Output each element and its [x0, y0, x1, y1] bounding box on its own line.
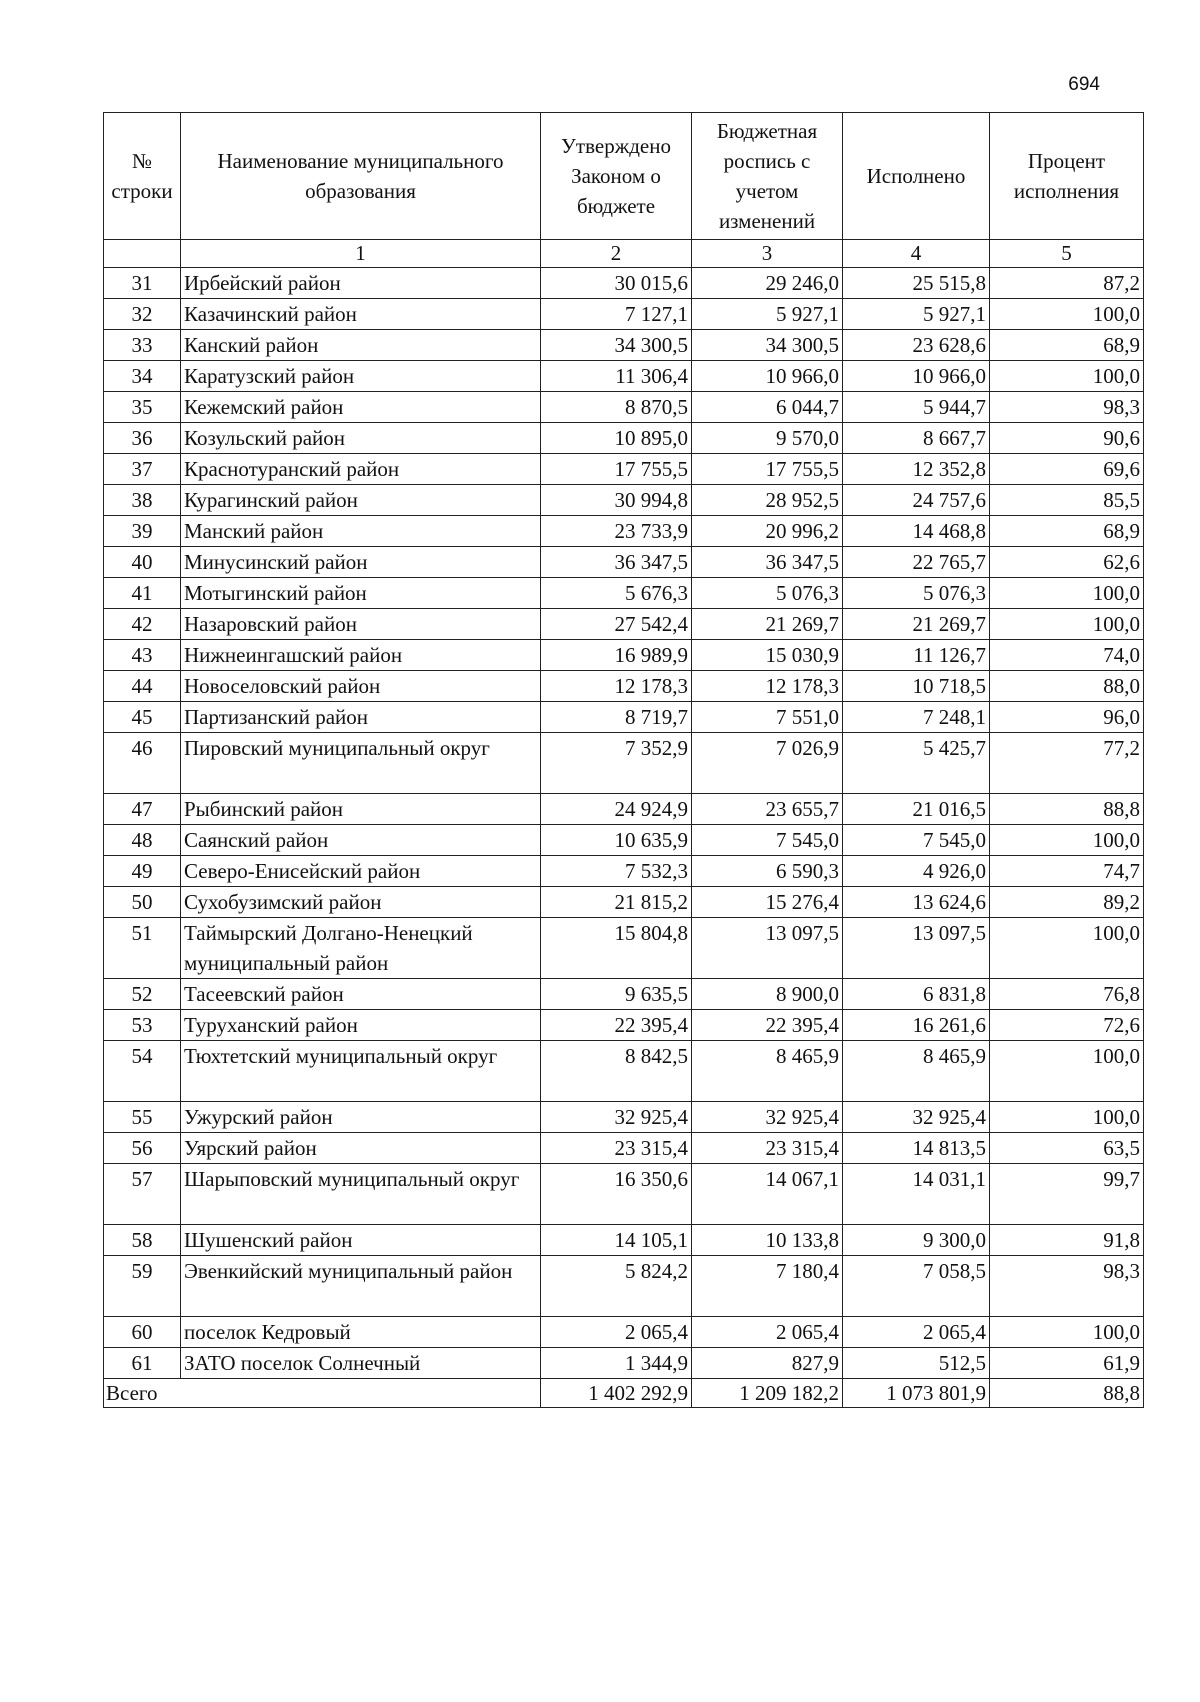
table-row	[104, 856, 1144, 887]
executed-value: 14 031,1	[843, 1164, 990, 1225]
table-row	[104, 1133, 1144, 1164]
table-row	[104, 578, 1144, 609]
approved-value: 10 895,0	[541, 423, 692, 454]
approved-value: 27 542,4	[541, 609, 692, 640]
budget-value: 34 300,5	[692, 330, 843, 361]
approved-value: 8 842,5	[541, 1041, 692, 1102]
percent-value: 74,0	[990, 640, 1144, 671]
executed-value: 12 352,8	[843, 454, 990, 485]
percent-value: 100,0	[990, 1041, 1144, 1102]
percent-value: 91,8	[990, 1225, 1144, 1256]
budget-value: 17 755,5	[692, 454, 843, 485]
percent-value: 100,0	[990, 299, 1144, 330]
table-row	[104, 825, 1144, 856]
row-number: 50	[104, 887, 181, 918]
row-number: 41	[104, 578, 181, 609]
executed-value: 10 718,5	[843, 671, 990, 702]
budget-value: 8 900,0	[692, 979, 843, 1010]
percent-value: 96,0	[990, 702, 1144, 733]
executed-value: 13 624,6	[843, 887, 990, 918]
row-number: 56	[104, 1133, 181, 1164]
executed-value: 512,5	[843, 1348, 990, 1379]
executed-value: 13 097,5	[843, 918, 990, 979]
budget-value: 9 570,0	[692, 423, 843, 454]
row-number: 42	[104, 609, 181, 640]
percent-value: 69,6	[990, 454, 1144, 485]
municipality-name: поселок Кедровый	[181, 1317, 541, 1348]
table-row	[104, 1225, 1144, 1256]
row-number: 48	[104, 825, 181, 856]
executed-value: 32 925,4	[843, 1102, 990, 1133]
row-number: 61	[104, 1348, 181, 1379]
table-row	[104, 423, 1144, 454]
approved-value: 23 315,4	[541, 1133, 692, 1164]
budget-value: 7 180,4	[692, 1256, 843, 1317]
percent-value: 100,0	[990, 361, 1144, 392]
budget-value: 29 246,0	[692, 268, 843, 299]
approved-value: 7 532,3	[541, 856, 692, 887]
municipality-name: Краснотуранский район	[181, 454, 541, 485]
municipality-name: Тасеевский район	[181, 979, 541, 1010]
approved-value: 34 300,5	[541, 330, 692, 361]
executed-value: 7 545,0	[843, 825, 990, 856]
executed-value: 24 757,6	[843, 485, 990, 516]
percent-value: 100,0	[990, 918, 1144, 979]
column-index: 3	[692, 240, 843, 268]
table-row	[104, 887, 1144, 918]
percent-value: 98,3	[990, 1256, 1144, 1317]
budget-value: 15 276,4	[692, 887, 843, 918]
column-index	[104, 240, 181, 268]
percent-value: 100,0	[990, 1317, 1144, 1348]
budget-execution-table	[103, 112, 1144, 1408]
total-budget: 1 209 182,2	[692, 1379, 843, 1408]
percent-value: 72,6	[990, 1010, 1144, 1041]
percent-value: 68,9	[990, 330, 1144, 361]
table-row	[104, 330, 1144, 361]
approved-value: 8 870,5	[541, 392, 692, 423]
approved-value: 14 105,1	[541, 1225, 692, 1256]
municipality-name: Эвенкийский муниципальный район	[181, 1256, 541, 1317]
budget-value: 21 269,7	[692, 609, 843, 640]
row-number: 52	[104, 979, 181, 1010]
row-number: 55	[104, 1102, 181, 1133]
percent-value: 89,2	[990, 887, 1144, 918]
table-row	[104, 671, 1144, 702]
municipality-name: Шарыповский муниципальный округ	[181, 1164, 541, 1225]
header-row	[104, 113, 1144, 240]
column-index: 2	[541, 240, 692, 268]
table-row	[104, 609, 1144, 640]
municipality-name: Назаровский район	[181, 609, 541, 640]
executed-value: 7 058,5	[843, 1256, 990, 1317]
approved-value: 30 015,6	[541, 268, 692, 299]
percent-value: 63,5	[990, 1133, 1144, 1164]
approved-value: 24 924,9	[541, 794, 692, 825]
table-row	[104, 794, 1144, 825]
table-row	[104, 1348, 1144, 1379]
row-number: 60	[104, 1317, 181, 1348]
executed-value: 10 966,0	[843, 361, 990, 392]
row-number: 31	[104, 268, 181, 299]
header-municipality-name: Наименование муниципального образования	[181, 113, 541, 240]
row-number: 35	[104, 392, 181, 423]
municipality-name: Нижнеингашский район	[181, 640, 541, 671]
row-number: 58	[104, 1225, 181, 1256]
approved-value: 21 815,2	[541, 887, 692, 918]
approved-value: 2 065,4	[541, 1317, 692, 1348]
executed-value: 9 300,0	[843, 1225, 990, 1256]
percent-value: 87,2	[990, 268, 1144, 299]
budget-value: 23 655,7	[692, 794, 843, 825]
percent-value: 98,3	[990, 392, 1144, 423]
municipality-name: Рыбинский район	[181, 794, 541, 825]
percent-value: 100,0	[990, 609, 1144, 640]
table-row	[104, 1164, 1144, 1225]
executed-value: 2 065,4	[843, 1317, 990, 1348]
total-approved: 1 402 292,9	[541, 1379, 692, 1408]
row-number: 32	[104, 299, 181, 330]
budget-value: 5 927,1	[692, 299, 843, 330]
percent-value: 76,8	[990, 979, 1144, 1010]
approved-value: 22 395,4	[541, 1010, 692, 1041]
table-row	[104, 702, 1144, 733]
budget-value: 28 952,5	[692, 485, 843, 516]
row-number: 34	[104, 361, 181, 392]
municipality-name: Курагинский район	[181, 485, 541, 516]
column-index-row	[104, 240, 1144, 268]
percent-value: 100,0	[990, 578, 1144, 609]
executed-value: 21 016,5	[843, 794, 990, 825]
municipality-name: Шушенский район	[181, 1225, 541, 1256]
row-number: 43	[104, 640, 181, 671]
municipality-name: Минусинский район	[181, 547, 541, 578]
approved-value: 16 350,6	[541, 1164, 692, 1225]
row-number: 44	[104, 671, 181, 702]
budget-value: 22 395,4	[692, 1010, 843, 1041]
executed-value: 5 425,7	[843, 733, 990, 794]
budget-value: 7 545,0	[692, 825, 843, 856]
executed-value: 7 248,1	[843, 702, 990, 733]
approved-value: 8 719,7	[541, 702, 692, 733]
budget-value: 8 465,9	[692, 1041, 843, 1102]
municipality-name: Северо-Енисейский район	[181, 856, 541, 887]
table-row	[104, 454, 1144, 485]
row-number: 53	[104, 1010, 181, 1041]
approved-value: 16 989,9	[541, 640, 692, 671]
budget-value: 20 996,2	[692, 516, 843, 547]
executed-value: 8 667,7	[843, 423, 990, 454]
approved-value: 11 306,4	[541, 361, 692, 392]
municipality-name: Новоселовский район	[181, 671, 541, 702]
row-number: 46	[104, 733, 181, 794]
executed-value: 8 465,9	[843, 1041, 990, 1102]
executed-value: 16 261,6	[843, 1010, 990, 1041]
table-row	[104, 392, 1144, 423]
approved-value: 17 755,5	[541, 454, 692, 485]
percent-value: 85,5	[990, 485, 1144, 516]
budget-value: 36 347,5	[692, 547, 843, 578]
table-body	[104, 268, 1144, 1379]
percent-value: 88,0	[990, 671, 1144, 702]
executed-value: 6 831,8	[843, 979, 990, 1010]
municipality-name: Ирбейский район	[181, 268, 541, 299]
approved-value: 23 733,9	[541, 516, 692, 547]
budget-value: 23 315,4	[692, 1133, 843, 1164]
budget-value: 32 925,4	[692, 1102, 843, 1133]
percent-value: 77,2	[990, 733, 1144, 794]
budget-value: 7 026,9	[692, 733, 843, 794]
approved-value: 32 925,4	[541, 1102, 692, 1133]
percent-value: 61,9	[990, 1348, 1144, 1379]
header-approved: Утверждено Законом о бюджете	[541, 113, 692, 240]
executed-value: 14 813,5	[843, 1133, 990, 1164]
municipality-name: Уярский район	[181, 1133, 541, 1164]
table-row	[104, 918, 1144, 979]
row-number: 47	[104, 794, 181, 825]
budget-value: 15 030,9	[692, 640, 843, 671]
column-index: 5	[990, 240, 1144, 268]
table-row	[104, 1010, 1144, 1041]
table-row	[104, 1102, 1144, 1133]
approved-value: 7 352,9	[541, 733, 692, 794]
municipality-name: Саянский район	[181, 825, 541, 856]
table-row	[104, 547, 1144, 578]
table-row	[104, 361, 1144, 392]
municipality-name: Кежемский район	[181, 392, 541, 423]
table-row	[104, 640, 1144, 671]
row-number: 38	[104, 485, 181, 516]
budget-value: 7 551,0	[692, 702, 843, 733]
table-row	[104, 268, 1144, 299]
approved-value: 5 676,3	[541, 578, 692, 609]
executed-value: 22 765,7	[843, 547, 990, 578]
municipality-name: Пировский муниципальный округ	[181, 733, 541, 794]
table-row	[104, 1317, 1144, 1348]
approved-value: 30 994,8	[541, 485, 692, 516]
executed-value: 25 515,8	[843, 268, 990, 299]
municipality-name: Партизанский район	[181, 702, 541, 733]
total-percent: 88,8	[990, 1379, 1144, 1408]
row-number: 33	[104, 330, 181, 361]
municipality-name: Канский район	[181, 330, 541, 361]
budget-value: 6 044,7	[692, 392, 843, 423]
table-row	[104, 733, 1144, 794]
executed-value: 5 927,1	[843, 299, 990, 330]
row-number: 40	[104, 547, 181, 578]
municipality-name: Каратузский район	[181, 361, 541, 392]
table-row	[104, 485, 1144, 516]
row-number: 45	[104, 702, 181, 733]
percent-value: 62,6	[990, 547, 1144, 578]
row-number: 49	[104, 856, 181, 887]
table-row	[104, 299, 1144, 330]
budget-value: 13 097,5	[692, 918, 843, 979]
budget-value: 10 133,8	[692, 1225, 843, 1256]
header-executed: Исполнено	[843, 113, 990, 240]
budget-value: 6 590,3	[692, 856, 843, 887]
executed-value: 21 269,7	[843, 609, 990, 640]
percent-value: 100,0	[990, 1102, 1144, 1133]
budget-value: 827,9	[692, 1348, 843, 1379]
percent-value: 90,6	[990, 423, 1144, 454]
table-row	[104, 1041, 1144, 1102]
executed-value: 5 944,7	[843, 392, 990, 423]
municipality-name: Сухобузимский район	[181, 887, 541, 918]
approved-value: 10 635,9	[541, 825, 692, 856]
municipality-name: Туруханский район	[181, 1010, 541, 1041]
municipality-name: Мотыгинский район	[181, 578, 541, 609]
row-number: 54	[104, 1041, 181, 1102]
approved-value: 15 804,8	[541, 918, 692, 979]
approved-value: 12 178,3	[541, 671, 692, 702]
executed-value: 23 628,6	[843, 330, 990, 361]
table-row	[104, 1256, 1144, 1317]
table-row	[104, 516, 1144, 547]
row-number: 37	[104, 454, 181, 485]
municipality-name: Манский район	[181, 516, 541, 547]
header-percent: Процент исполнения	[990, 113, 1144, 240]
percent-value: 100,0	[990, 825, 1144, 856]
percent-value: 74,7	[990, 856, 1144, 887]
approved-value: 36 347,5	[541, 547, 692, 578]
approved-value: 5 824,2	[541, 1256, 692, 1317]
table-row	[104, 979, 1144, 1010]
budget-value: 12 178,3	[692, 671, 843, 702]
municipality-name: Ужурский район	[181, 1102, 541, 1133]
column-index: 1	[181, 240, 541, 268]
municipality-name: ЗАТО поселок Солнечный	[181, 1348, 541, 1379]
total-executed: 1 073 801,9	[843, 1379, 990, 1408]
column-index: 4	[843, 240, 990, 268]
header-row-number: № строки	[104, 113, 181, 240]
row-number: 59	[104, 1256, 181, 1317]
budget-value: 14 067,1	[692, 1164, 843, 1225]
municipality-name: Казачинский район	[181, 299, 541, 330]
budget-value: 10 966,0	[692, 361, 843, 392]
row-number: 39	[104, 516, 181, 547]
row-number: 36	[104, 423, 181, 454]
approved-value: 9 635,5	[541, 979, 692, 1010]
executed-value: 11 126,7	[843, 640, 990, 671]
municipality-name: Тюхтетский муниципальный округ	[181, 1041, 541, 1102]
municipality-name: Козульский район	[181, 423, 541, 454]
percent-value: 68,9	[990, 516, 1144, 547]
page-number: 694	[1068, 74, 1100, 95]
approved-value: 7 127,1	[541, 299, 692, 330]
header-budget-schedule: Бюджетная роспись с учетом изменений	[692, 113, 843, 240]
budget-value: 2 065,4	[692, 1317, 843, 1348]
percent-value: 88,8	[990, 794, 1144, 825]
executed-value: 5 076,3	[843, 578, 990, 609]
percent-value: 99,7	[990, 1164, 1144, 1225]
row-number: 57	[104, 1164, 181, 1225]
executed-value: 4 926,0	[843, 856, 990, 887]
total-row	[104, 1379, 1144, 1408]
approved-value: 1 344,9	[541, 1348, 692, 1379]
municipality-name: Таймырский Долгано-Ненецкий муниципальный район	[181, 918, 541, 979]
budget-value: 5 076,3	[692, 578, 843, 609]
row-number: 51	[104, 918, 181, 979]
executed-value: 14 468,8	[843, 516, 990, 547]
total-label: Всего	[104, 1379, 541, 1408]
